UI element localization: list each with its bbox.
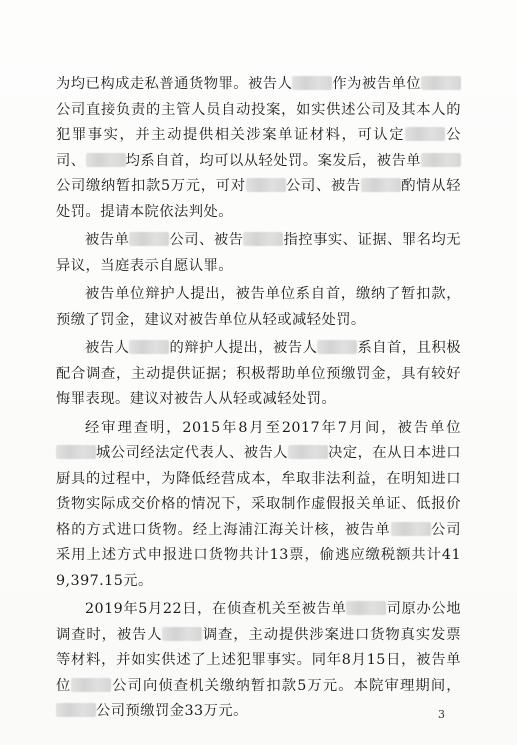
text-segment: 被告单 bbox=[85, 232, 130, 248]
redaction-block bbox=[361, 178, 401, 192]
redaction-block bbox=[129, 232, 169, 246]
text-segment: 决定，在从日本进口厨具的过程中，为降低经营成本，牟取非法利益，在明知进口货物实际成交价格的情况下，采取制作虚假报关单证、低报价格的方式进口货物。经上海浦江海关计核，被告单 bbox=[56, 445, 461, 538]
paragraph-p3 bbox=[56, 282, 461, 333]
paragraph-p2 bbox=[56, 228, 461, 279]
text-segment: 城公司经法定代表人、被告人 bbox=[96, 445, 289, 461]
text-segment: 公司、被告 bbox=[285, 178, 361, 194]
text-segment: 公司直接负责的主管人员自动投案，如实供述公司及其本人的犯罪事实，并主动提供相关涉案单证材料，可认定 bbox=[56, 101, 461, 143]
paragraph-p5 bbox=[56, 416, 461, 595]
text-segment: 被告单位辩护人提出，被告单位系自首，缴纳了暂扣款，预缴了罚金，建议对被告单位从轻或减轻处罚。 bbox=[56, 286, 461, 328]
text-segment: 调查，主动提供涉案进口货物真实发票等材料，并如实供述了上述犯罪事实。同年8月15日，被告单位 bbox=[56, 626, 461, 694]
redaction-block bbox=[317, 340, 357, 354]
text-segment: 作为被告单位 bbox=[332, 76, 421, 92]
text-segment: 酌情从轻处罚。提请本院依法判处。 bbox=[56, 178, 461, 220]
text-segment: 公司缴纳暂扣款5万元，可对 bbox=[56, 178, 246, 194]
redaction-block bbox=[162, 627, 202, 641]
page-number: 3 bbox=[438, 708, 445, 721]
text-segment: 系自首，且积极配合调查，主动提供证据；积极帮助单位预缴罚金，具有较好悔罪表现。建议对被告人从轻或减轻处罚。 bbox=[56, 340, 461, 407]
redaction-block bbox=[243, 232, 283, 246]
text-segment: 公司向侦查机关缴纳暂扣款5万元。本院审理期间， bbox=[111, 677, 462, 694]
redaction-block bbox=[246, 178, 286, 192]
text-segment: 公司、 bbox=[56, 127, 461, 169]
redaction-block bbox=[405, 127, 445, 141]
text-segment: 公司预缴罚金33万元。 bbox=[96, 703, 248, 719]
redaction-block bbox=[71, 678, 111, 692]
paragraph-p4 bbox=[56, 336, 461, 413]
text-segment: 均系自首，均可以从轻处罚。案发后，被告单 bbox=[125, 152, 421, 169]
redaction-block bbox=[129, 340, 169, 354]
text-segment: 2019年5月22日，在侦查机关至被告单 bbox=[85, 601, 347, 617]
judgment-text-body bbox=[56, 72, 461, 728]
text-segment: 公司、被告 bbox=[169, 232, 244, 248]
redaction-block bbox=[292, 76, 332, 90]
text-segment: 被告人 bbox=[85, 340, 130, 356]
text-segment: 公司采用上述方式申报进口货物共计13票，偷逃应缴税额共计419,397.15元。 bbox=[56, 521, 461, 589]
text-segment: 经审理查明，2015年8月至2017年7月间，被告单位 bbox=[85, 419, 461, 436]
text-segment: 为均已构成走私普通货物罪。被告人 bbox=[56, 76, 293, 92]
redaction-block bbox=[391, 522, 431, 536]
redaction-block bbox=[346, 601, 386, 615]
redaction-block bbox=[288, 445, 328, 459]
text-segment: 的辩护人提出，被告人 bbox=[169, 340, 318, 356]
text-segment: 司原办公地调查时，被告人 bbox=[56, 601, 462, 643]
redaction-block bbox=[86, 153, 126, 167]
paragraph-p1 bbox=[56, 72, 461, 225]
paragraph-p6 bbox=[56, 597, 461, 725]
redaction-block bbox=[421, 153, 461, 167]
redaction-block bbox=[56, 445, 96, 459]
redaction-block bbox=[56, 703, 96, 717]
text-segment: 指控事实、证据、罪名均无异议，当庭表示自愿认罪。 bbox=[56, 232, 461, 274]
redaction-block bbox=[421, 76, 461, 90]
